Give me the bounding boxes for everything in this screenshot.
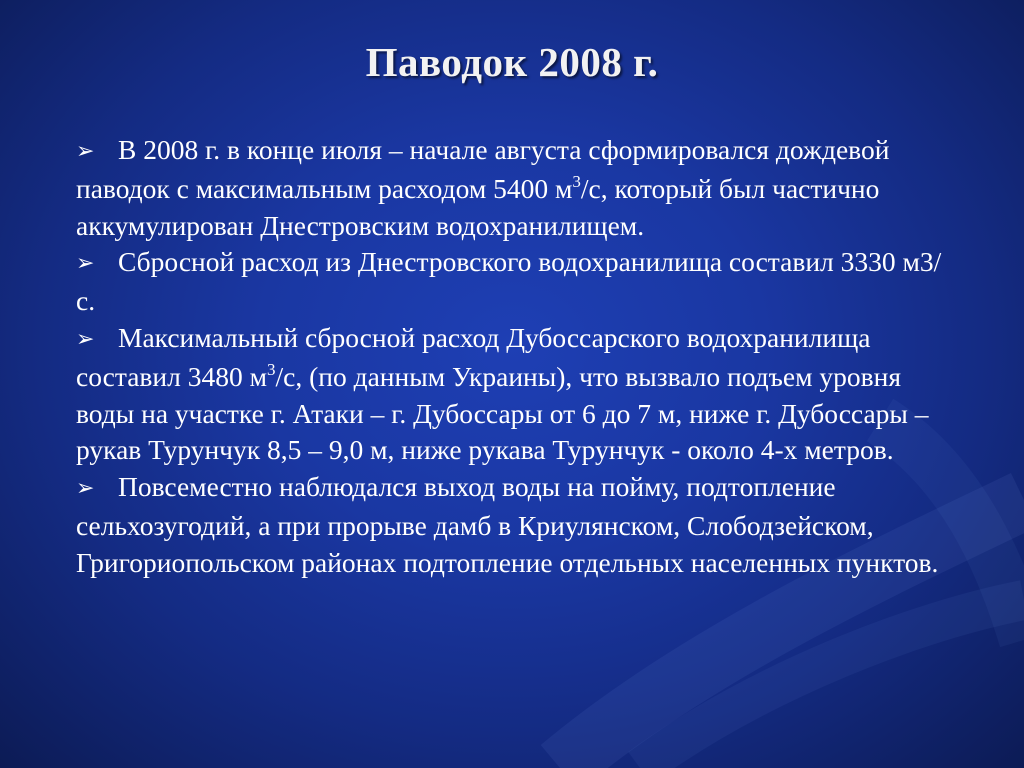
bullet-text: Повсеместно наблюдался выход воды на пойму, подтопление сельхозугодий, а при прорыве дамб в Криулянском, Слободзейском, Григориопольском районах подтопление отдельных населенных пунктов. <box>76 471 939 578</box>
arrow-bullet-icon: ➢ <box>76 476 95 502</box>
bullet-item <box>76 244 956 320</box>
bullet-list <box>76 132 956 582</box>
bullet-item <box>76 320 956 469</box>
bullet-text: Максимальный сбросной расход Дубоссарского водохранилища составил 3480 м <box>76 321 871 392</box>
superscript: 3 <box>572 171 581 191</box>
arrow-bullet-icon: ➢ <box>76 251 95 277</box>
bullet-text: /с, (по данным Украины), что вызвало подъем уровня воды на участке г. Атаки – г. Дубоссары от 6 до 7 м, ниже г. Дубоссары – рукав Турунчук 8,5 – 9,0 м, ниже рукава Турунчук - около 4-х метров. <box>76 360 929 466</box>
bullet-item <box>76 132 956 244</box>
slide-title: Паводок 2008 г. <box>365 39 659 85</box>
arrow-bullet-icon: ➢ <box>76 326 95 352</box>
bullet-text: /с, который был частично аккумулирован Днестровским водохранилищем. <box>76 172 880 241</box>
bullet-item <box>76 469 956 581</box>
bullet-text: В 2008 г. в конце июля – начале августа сформировался дождевой паводок с максимальным расходом 5400 м <box>76 134 890 204</box>
arrow-bullet-icon: ➢ <box>76 139 95 164</box>
superscript: 3 <box>266 359 276 379</box>
bullet-text: Сбросной расход из Днестровского водохранилища составил 3330 м3/с. <box>76 246 942 317</box>
